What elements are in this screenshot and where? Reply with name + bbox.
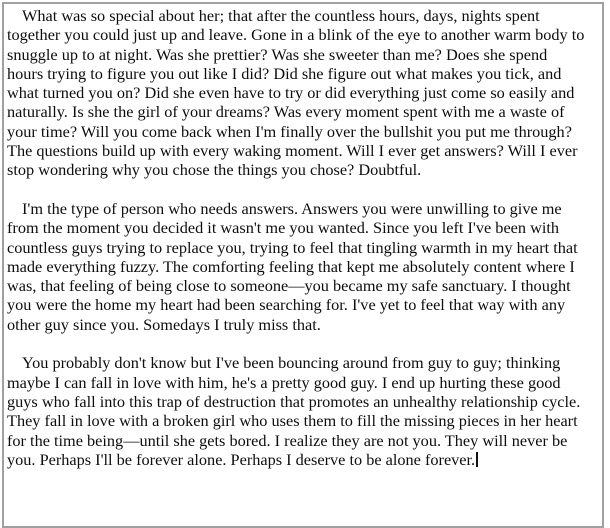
- text-line: naturally. Is she the girl of your dreams? Was every moment spent with me a waste of: [7, 102, 565, 122]
- text-line: from the moment you decided it wasn't me you wanted. Since you left I've been with: [7, 218, 560, 238]
- text-editor[interactable]: [2, 2, 604, 528]
- text-line: you. Perhaps I'll be forever alone. Perhaps I deserve to be alone forever.: [7, 450, 602, 469]
- text-line: together you could just up and leave. Gone in a blink of the eye to another warm body to: [7, 25, 585, 45]
- text-line: guys who fall into this trap of destruction that promotes an unhealthy relationship cycle.: [7, 391, 581, 411]
- text-line: other guy since you. Somedays I truly miss that.: [7, 314, 321, 334]
- text-line: what turned you on? Did she even have to try or did everything just come so easily and: [7, 83, 575, 103]
- paragraph: [7, 6, 602, 180]
- text-line: hours trying to figure you out like I did? Did she figure out what makes you tick, and: [7, 63, 562, 83]
- text-line: for the time being—until she gets bored. I realize they are not you. They will never be: [7, 430, 568, 450]
- paragraph: [7, 199, 602, 334]
- text-line: made everything fuzzy. The comforting feeling that kept me absolutely content where I: [7, 256, 575, 276]
- text-caret: [476, 452, 478, 467]
- text-line: your time? Will you come back when I'm finally over the bullshit you put me through?: [7, 121, 572, 141]
- text-line: I'm the type of person who needs answers. Answers you were unwilling to give me: [22, 198, 562, 218]
- text-line: You probably don't know but I've been bouncing around from guy to guy; thinking: [22, 353, 561, 373]
- text-line: you were the home my heart had been searching for. I've yet to feel that way with any: [7, 295, 566, 315]
- text-line: maybe I can fall in love with him, he's a pretty good guy. I end up hurting these good: [7, 372, 561, 392]
- text-line: What was so special about her; that after the countless hours, days, nights spent: [22, 6, 540, 25]
- paragraph: [7, 353, 602, 469]
- text-line: They fall in love with a broken girl who uses them to fill the missing pieces in her heart: [7, 411, 578, 431]
- text-line: countless guys trying to replace you, trying to feel that tingling warmth in my heart that: [7, 237, 578, 257]
- text-line: was, that feeling of being close to someone—you became my safe sanctuary. I thought: [7, 276, 571, 296]
- text-line: stop wondering why you chose the things you chose? Doubtful.: [7, 160, 422, 180]
- text-line: The questions build up with every waking moment. Will I ever get answers? Will I ever: [7, 141, 578, 161]
- text-line: snuggle up to at night. Was she prettier? Was she sweeter than me? Does she spend: [7, 44, 548, 64]
